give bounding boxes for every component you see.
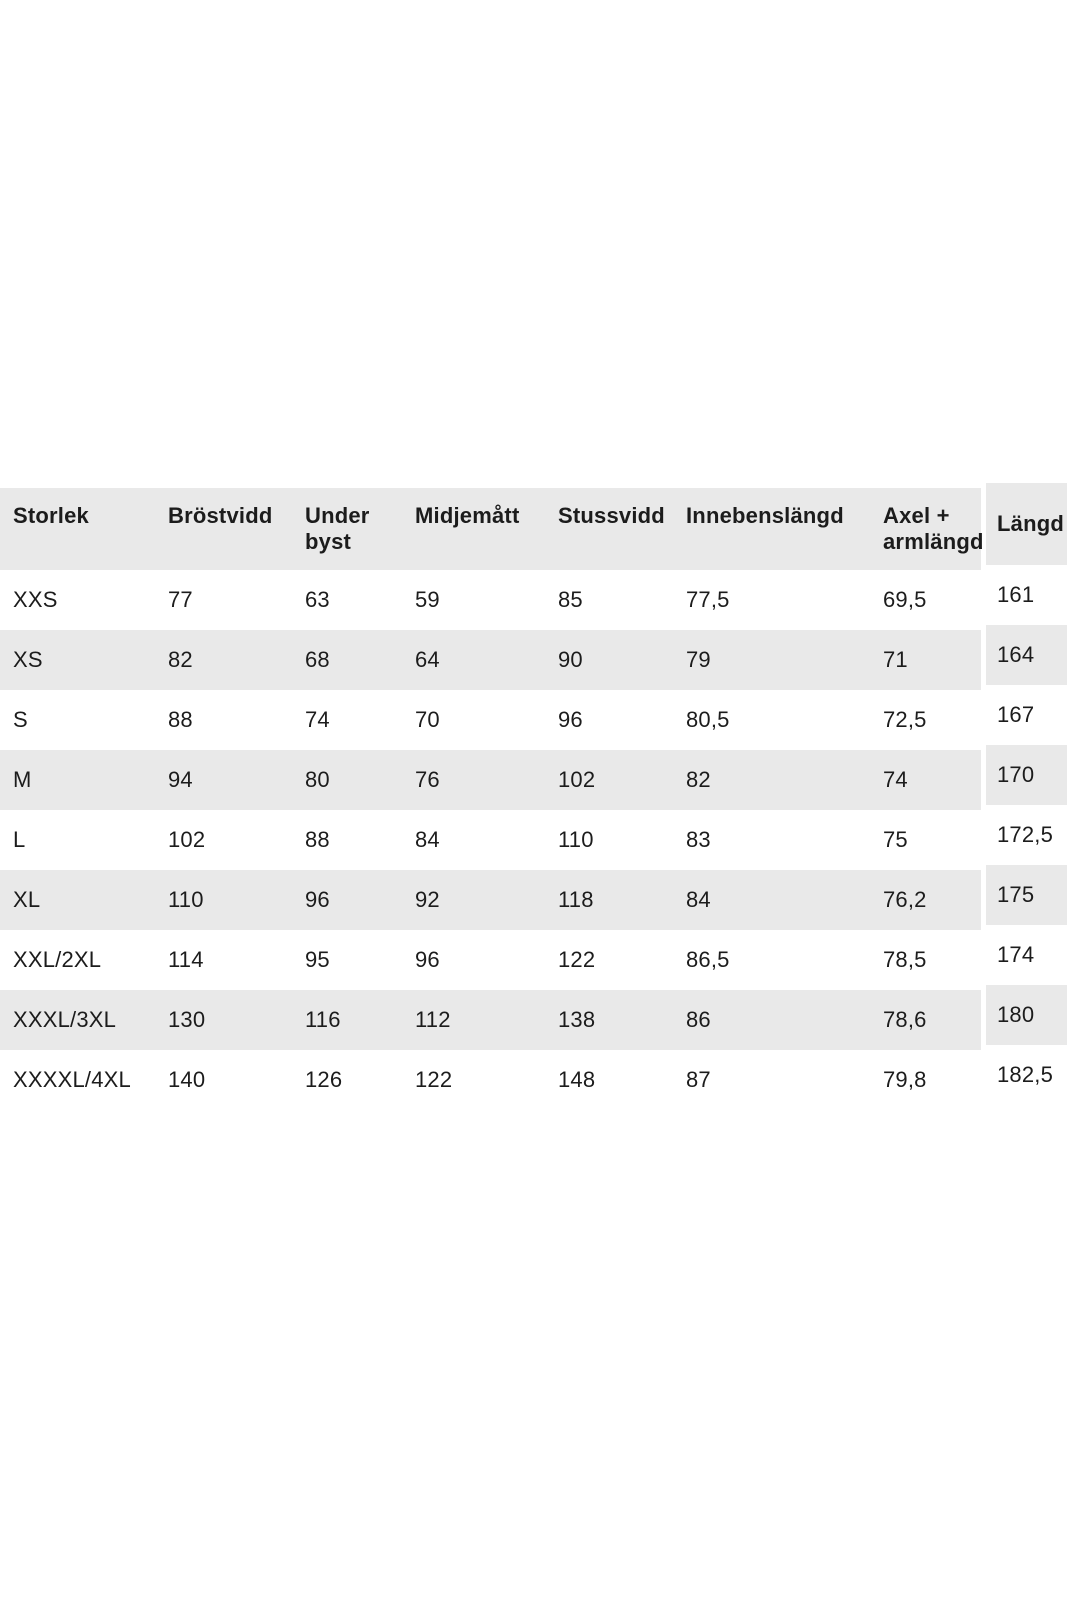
measurement-value: 88 — [168, 707, 193, 732]
size-row-xxxl-3xl — [0, 990, 981, 1050]
measurement-value: 95 — [305, 947, 330, 972]
measurement-value: 140 — [168, 1067, 206, 1092]
length-value: 182,5 — [997, 1062, 1054, 1087]
measurement-value: 138 — [558, 1007, 596, 1032]
header-label-langd: Längd — [997, 511, 1064, 536]
measurement-value: 84 — [415, 827, 440, 852]
measurement-value: 102 — [168, 827, 206, 852]
measurement-value: 71 — [883, 647, 908, 672]
measurement-value: 112 — [415, 1007, 451, 1032]
measurement-value: 90 — [558, 647, 583, 672]
length-value: 161 — [997, 582, 1035, 607]
size-table — [0, 488, 984, 1110]
measurement-value: 84 — [686, 887, 711, 912]
length-column-table — [986, 483, 1067, 1105]
length-value: 167 — [997, 702, 1035, 727]
header-label-under-byst: Under byst — [305, 503, 370, 554]
measurement-value: 69,5 — [883, 587, 927, 612]
measurement-value: 72,5 — [883, 707, 927, 732]
measurement-value: 86 — [686, 1007, 711, 1032]
measurement-value: 148 — [558, 1067, 596, 1092]
measurement-value: 76 — [415, 767, 440, 792]
length-column-header — [986, 483, 1067, 565]
measurement-value: 88 — [305, 827, 330, 852]
size-label: L — [13, 827, 26, 852]
measurement-value: 80 — [305, 767, 330, 792]
measurement-value: 77 — [168, 587, 193, 612]
size-row-xxxxl-4xl — [0, 1050, 981, 1110]
length-value: 175 — [986, 865, 1067, 925]
size-row-l — [0, 810, 981, 870]
measurement-value: 63 — [305, 587, 330, 612]
size-table-header-row — [0, 488, 984, 570]
length-value: 170 — [986, 745, 1067, 805]
measurement-value: 96 — [305, 887, 330, 912]
size-row-xs — [0, 630, 981, 690]
measurement-value: 87 — [686, 1067, 711, 1092]
measurement-value: 122 — [558, 947, 596, 972]
length-value: 164 — [986, 625, 1067, 685]
length-value: 180 — [986, 985, 1067, 1045]
measurement-value: 116 — [305, 1007, 341, 1032]
size-label: XXS — [13, 587, 58, 612]
measurement-value: 59 — [415, 587, 440, 612]
size-row-xxs — [0, 570, 981, 630]
measurement-value: 82 — [168, 647, 193, 672]
header-label-stussvidd: Stussvidd — [558, 503, 665, 528]
measurement-value: 83 — [686, 827, 711, 852]
measurement-value: 74 — [883, 767, 908, 792]
measurement-value: 80,5 — [686, 707, 730, 732]
size-row-m — [0, 750, 981, 810]
measurement-value: 126 — [305, 1067, 343, 1092]
size-row-xl — [0, 870, 981, 930]
measurement-value: 110 — [168, 887, 204, 912]
measurement-value: 96 — [415, 947, 440, 972]
measurement-value: 74 — [305, 707, 330, 732]
measurement-value: 130 — [168, 1007, 206, 1032]
measurement-value: 122 — [415, 1067, 453, 1092]
measurement-value: 96 — [558, 707, 583, 732]
size-label: M — [13, 767, 32, 792]
measurement-value: 75 — [883, 827, 908, 852]
measurement-value: 114 — [168, 947, 204, 972]
measurement-value: 85 — [558, 587, 583, 612]
measurement-value: 76,2 — [883, 887, 927, 912]
measurement-value: 70 — [415, 707, 440, 732]
measurement-value: 79,8 — [883, 1067, 927, 1092]
measurement-value: 110 — [558, 827, 594, 852]
size-label: S — [13, 707, 28, 732]
measurement-value: 82 — [686, 767, 711, 792]
length-value: 174 — [997, 942, 1035, 967]
measurement-value: 68 — [305, 647, 330, 672]
length-value: 172,5 — [997, 822, 1054, 847]
measurement-value: 102 — [558, 767, 596, 792]
measurement-value: 78,6 — [883, 1007, 927, 1032]
measurement-value: 92 — [415, 887, 440, 912]
measurement-value: 64 — [415, 647, 440, 672]
measurement-value: 94 — [168, 767, 193, 792]
measurement-value: 77,5 — [686, 587, 730, 612]
header-label-storlek: Storlek — [13, 503, 89, 528]
measurement-value: 78,5 — [883, 947, 927, 972]
size-label: XXL/2XL — [13, 947, 102, 972]
header-label-axel-armlangd: Axel + armlängd — [883, 503, 984, 554]
size-row-s — [0, 690, 981, 750]
size-label: XL — [13, 887, 41, 912]
header-label-midjematt: Midjemått — [415, 503, 520, 528]
size-label: XXXL/3XL — [13, 1007, 117, 1032]
size-row-xxl-2xl — [0, 930, 981, 990]
measurement-value: 79 — [686, 647, 711, 672]
measurement-value: 118 — [558, 887, 594, 912]
header-label-innebenslangd: Innebenslängd — [686, 503, 844, 528]
size-label: XS — [13, 647, 43, 672]
header-label-brostvidd: Bröstvidd — [168, 503, 273, 528]
measurement-value: 86,5 — [686, 947, 730, 972]
size-label: XXXXL/4XL — [13, 1067, 131, 1092]
